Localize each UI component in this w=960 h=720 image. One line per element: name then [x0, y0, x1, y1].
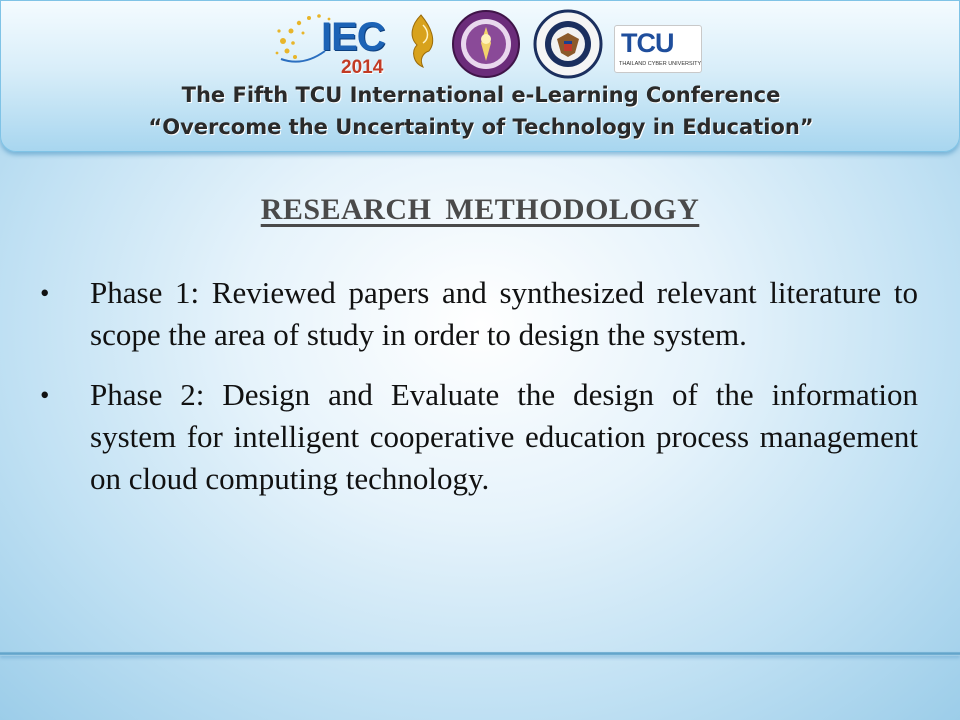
- us-embassy-seal-icon: [533, 9, 603, 79]
- bullet-text: Phase 1: Reviewed papers and synthesized relevant literature to scope the area of study in order to design the system.: [90, 275, 918, 352]
- bullet-dot-icon: •: [40, 278, 50, 308]
- iec-logo-year: 2014: [341, 57, 384, 78]
- tcu-logo-text: TCU: [621, 28, 674, 58]
- conference-title: The Fifth TCU International e-Learning Conference: [181, 83, 781, 107]
- tcu-logo-subtext: THAILAND CYBER UNIVERSITY: [619, 61, 702, 67]
- bullet-dot-icon: •: [40, 380, 50, 410]
- bullet-text: Phase 2: Design and Evaluate the design of the information system for intelligent cooperative education process management on cloud computing technology.: [90, 377, 918, 496]
- tcu-logo: [614, 25, 702, 73]
- university-seal-icon: [451, 9, 521, 79]
- footer-divider: [0, 652, 960, 656]
- conference-subtitle: “Overcome the Uncertainty of Technology in Education”: [148, 115, 814, 139]
- iec-logo-text: IEC: [321, 15, 385, 59]
- bullet-list: [40, 272, 918, 518]
- golden-bird-icon: [401, 11, 441, 71]
- bullet-item-phase-2: [40, 374, 918, 500]
- logo-strip: [271, 5, 701, 83]
- bullet-item-phase-1: [40, 272, 918, 356]
- slide-title: RESEARCH METHODOLOGY: [260, 193, 700, 226]
- conference-banner: [0, 0, 960, 152]
